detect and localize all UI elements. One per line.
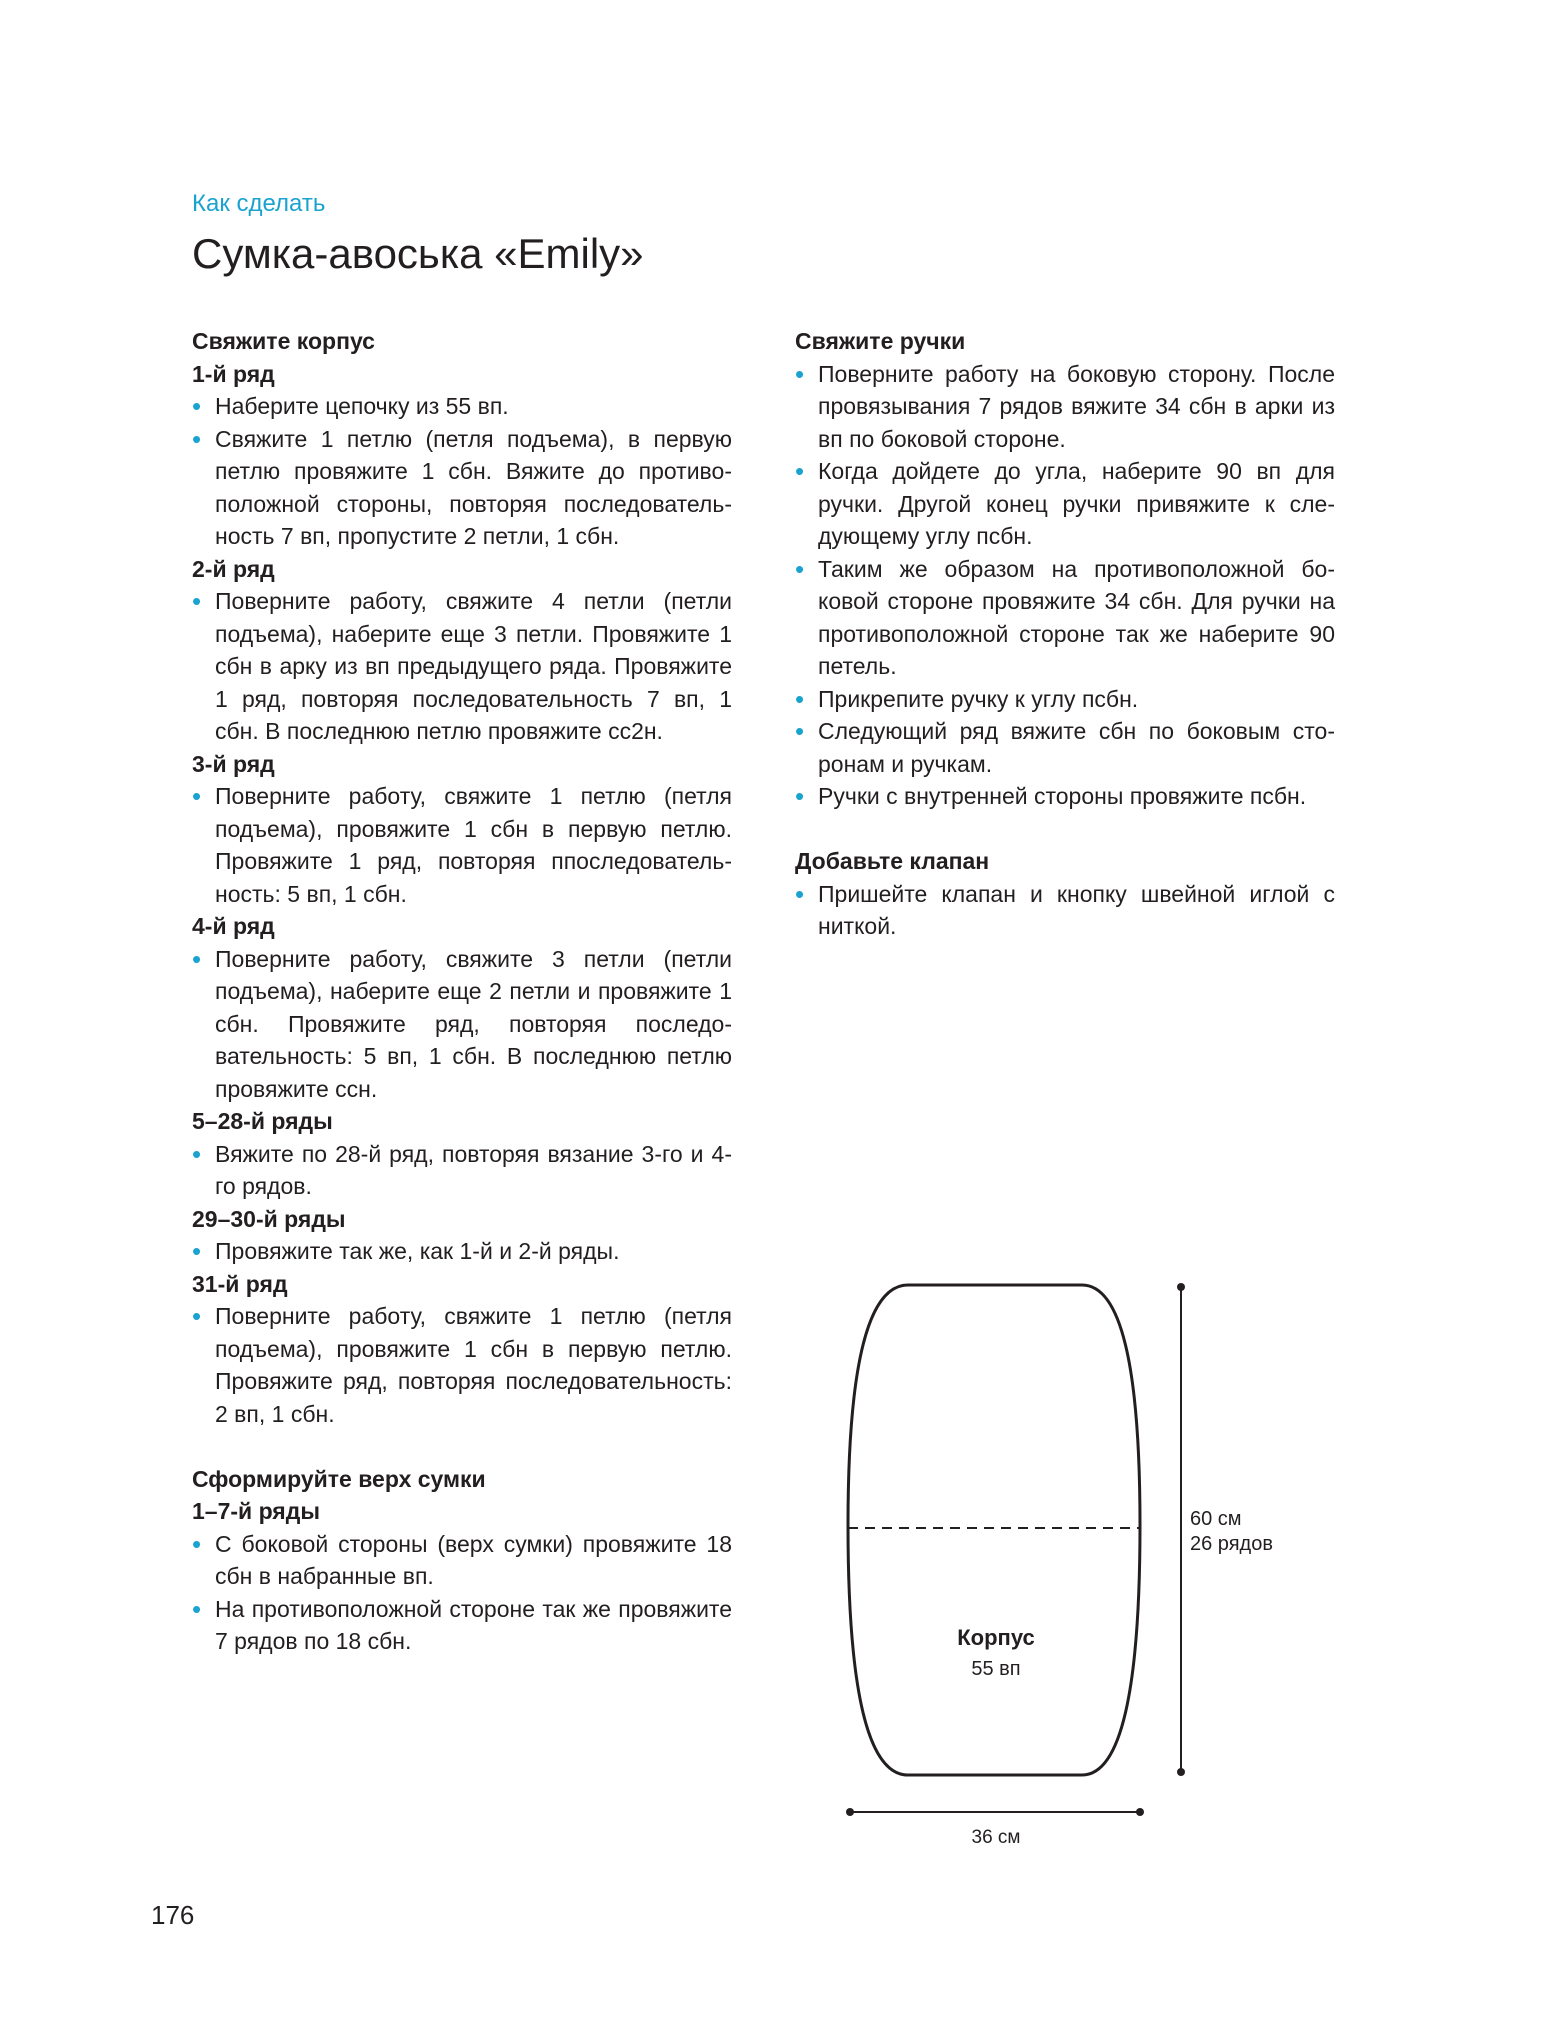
instruction-item: • Вяжите по 28-й ряд, повторяя вязание 3-го и 4-го рядов.	[192, 1138, 732, 1203]
dimension-dot	[1177, 1768, 1185, 1776]
instruction-item: • Ручки с внутренней стороны провяжите псбн.	[795, 780, 1335, 813]
instruction-item: • Поверните работу на боковую сторону. После провязывания 7 рядов вяжите 34 сбн в арки из вп по боковой стороне.	[795, 358, 1335, 456]
flap-heading: Добавьте клапан	[795, 848, 990, 874]
instruction-item: • Поверните работу, свяжите 3 петли (петли подъема), наберите еще 2 петли и провяжите 1 сбн. Провяжите ряд, повторяя последовательность: 5 вп, 1 сбн. В последнюю петлю провяжите ссн.	[192, 943, 732, 1106]
page-number: 176	[151, 1900, 195, 1930]
instruction-item: • Провяжите так же, как 1-й и 2-й ряды.	[192, 1235, 732, 1268]
instruction-item: • Поверните работу, свяжите 1 петлю (петля подъема), провяжите 1 сбн в первую петлю. Провяжите 1 ряд, повторяя ппоследовательность: 5 вп, 1 сбн.	[192, 780, 732, 910]
row-label: 3-й ряд	[192, 750, 275, 777]
handles-heading: Свяжите ручки	[795, 328, 966, 354]
dimension-dot	[1177, 1283, 1185, 1291]
row-label: 1-й ряд	[192, 360, 275, 387]
instruction-item: • Следующий ряд вяжите сбн по боковым сторонам и ручкам.	[795, 715, 1335, 780]
page-title: Сумка-авоська «Emily»	[192, 230, 644, 277]
dimension-dot	[846, 1808, 854, 1816]
bag-body-outline	[848, 1285, 1140, 1775]
section-kicker: Как сделать	[192, 190, 326, 217]
row-label: 2-й ряд	[192, 555, 275, 582]
instruction-item: • Когда дойдете до угла, наберите 90 вп для ручки. Другой конец ручки привяжите к следующему углу псбн.	[795, 455, 1335, 553]
instruction-item: • Поверните работу, свяжите 4 петли (петли подъема), наберите еще 3 петли. Провяжите 1 сбн в арку из вп предыдущего ряда. Провяжите 1 ряд, повторяя последовательность 7 вп, 1 сбн. В последнюю петлю провяжите сс2н.	[192, 585, 732, 748]
instruction-item: • Пришейте клапан и кнопку швейной иглой с ниткой.	[795, 878, 1335, 943]
instruction-item: • Прикрепите ручку к углу псбн.	[795, 683, 1335, 716]
instruction-item: • Свяжите 1 петлю (петля подъема), в первую петлю провяжите 1 сбн. Вяжите до противоположной стороны, повторяя последовательность 7 вп, пропустите 2 петли, 1 сбн.	[192, 423, 732, 553]
height-rows-label: 26 рядов	[1190, 1533, 1273, 1555]
height-cm-label: 60 см	[1190, 1508, 1242, 1530]
row-label: 1–7-й ряды	[192, 1498, 320, 1524]
diagram-label: Корпус	[957, 1625, 1035, 1650]
width-cm-label: 36 см	[971, 1827, 1021, 1848]
row-label: 29–30-й ряды	[192, 1205, 346, 1232]
diagram-sublabel: 55 вп	[971, 1658, 1021, 1680]
body-heading: Свяжите корпус	[192, 328, 375, 354]
top-heading: Сформируйте верх сумки	[192, 1465, 486, 1492]
row-label: 5–28-й ряды	[192, 1108, 333, 1134]
instruction-item: • На противоположной стороне так же провяжите 7 рядов по 18 сбн.	[192, 1593, 732, 1658]
instruction-item: • Таким же образом на противоположной боковой стороне провяжите 34 сбн. Для ручки на противоположной стороне так же наберите 90 петель.	[795, 553, 1335, 683]
row-label: 31-й ряд	[192, 1270, 288, 1297]
instruction-item: • Поверните работу, свяжите 1 петлю (петля подъема), провяжите 1 сбн в первую петлю. Провяжите ряд, повторяя последовательность: 2 вп, 1 сбн.	[192, 1300, 732, 1430]
row-label: 4-й ряд	[192, 913, 275, 939]
dimension-dot	[1136, 1808, 1144, 1816]
instruction-item: • С боковой стороны (верх сумки) провяжите 18 сбн в набранные вп.	[192, 1528, 732, 1593]
instruction-item: • Наберите цепочку из 55 вп.	[192, 390, 732, 423]
